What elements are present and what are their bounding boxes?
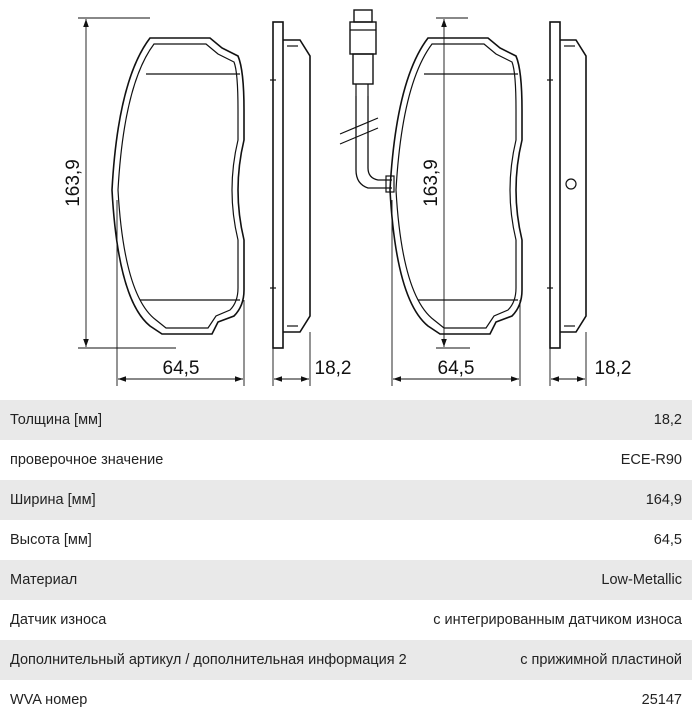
right-height-label: 163,9 (421, 159, 442, 207)
spec-row-test-value (0, 440, 692, 480)
right-thickness-label: 18,2 (594, 358, 632, 379)
spec-value: ECE-R90 (620, 452, 682, 468)
spec-value: 25147 (641, 692, 682, 708)
spec-label: Датчик износа (10, 612, 107, 628)
spec-label: Высота [мм] (10, 532, 92, 548)
right-pad-side-view (547, 22, 586, 348)
spec-table (0, 400, 692, 720)
left-pad-side-view (270, 22, 310, 348)
spec-row-additional-info (0, 640, 692, 680)
spec-value: 164,9 (645, 492, 682, 508)
wear-sensor-wire (340, 10, 392, 188)
left-thickness-dimension (273, 332, 310, 386)
left-width-label: 64,5 (162, 358, 200, 379)
spec-row-thickness (0, 400, 692, 440)
right-width-label: 64,5 (437, 358, 475, 379)
spec-row-material (0, 560, 692, 600)
spec-label: Ширина [мм] (10, 492, 96, 508)
spec-row-wear-sensor (0, 600, 692, 640)
left-thickness-label: 18,2 (314, 358, 352, 379)
right-pad-front-view (386, 38, 522, 334)
left-height-dimension (78, 18, 176, 348)
right-thickness-dimension (550, 332, 586, 386)
spec-label: Дополнительный артикул / дополнительная информация 2 (10, 652, 407, 668)
spec-label: Толщина [мм] (10, 412, 103, 428)
spec-row-height (0, 520, 692, 560)
spec-value: 18,2 (653, 412, 682, 428)
left-pad-front-view (112, 38, 244, 334)
spec-label: Материал (10, 572, 78, 588)
spec-value: с интегрированным датчиком износа (433, 612, 682, 628)
left-height-label: 163,9 (63, 159, 84, 207)
spec-row-width (0, 480, 692, 520)
spec-label: WVA номер (10, 692, 88, 708)
spec-value: Low-Metallic (601, 572, 682, 588)
spec-row-wva-number (0, 680, 692, 720)
spec-label: проверочное значение (10, 452, 164, 468)
spec-value: с прижимной пластиной (520, 652, 682, 668)
spec-value: 64,5 (653, 532, 682, 548)
